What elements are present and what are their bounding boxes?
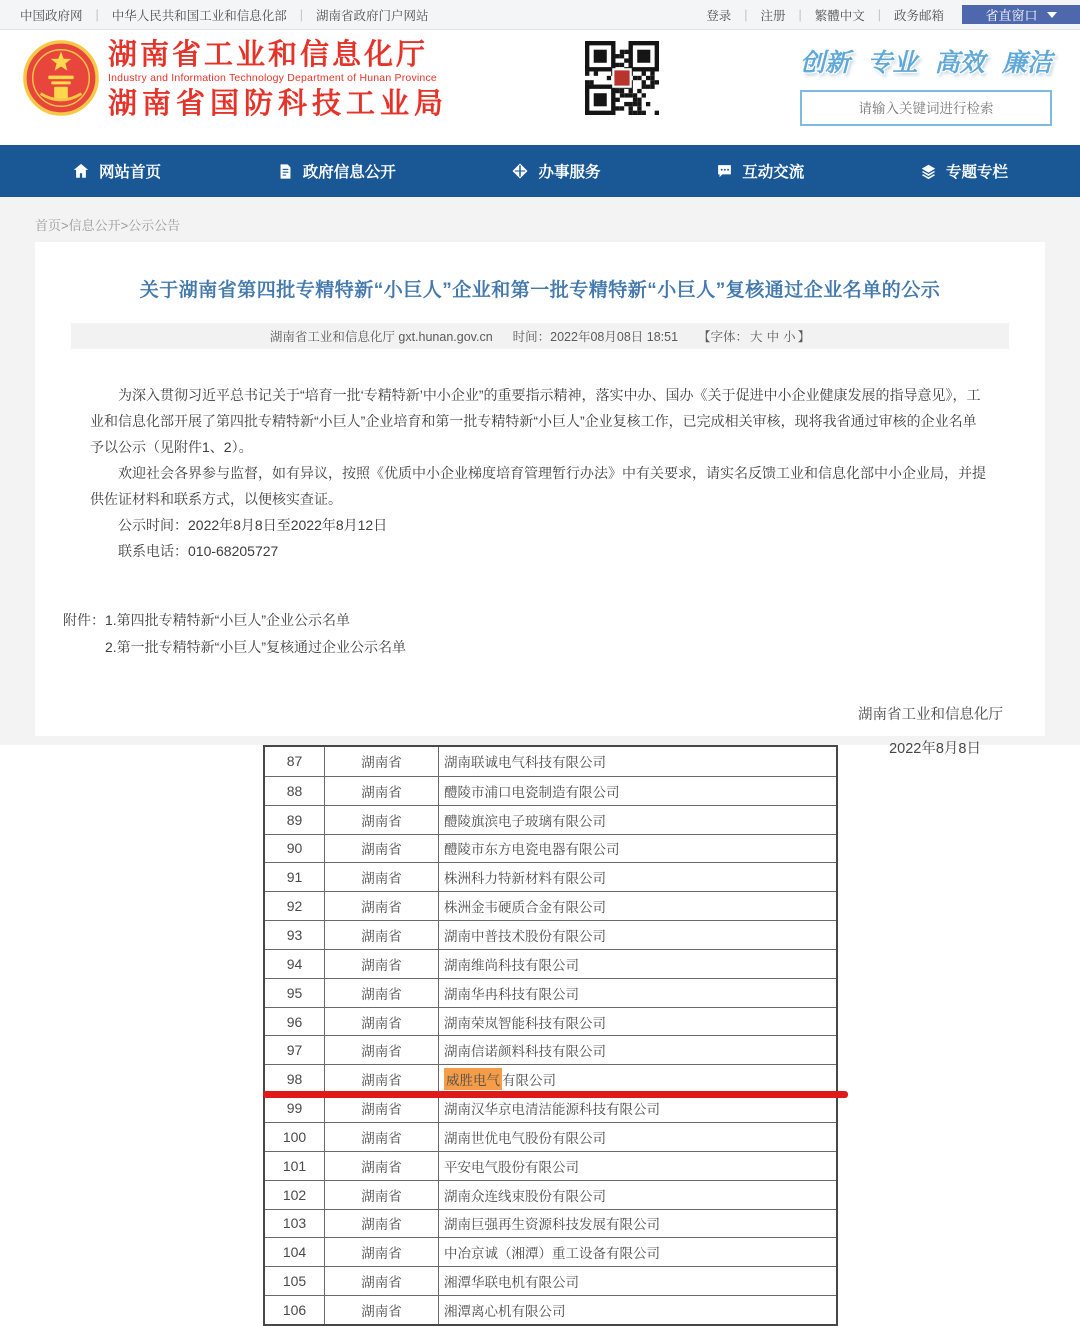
separator: |	[877, 7, 881, 22]
org-name-secondary: 湖南省国防科技工业局	[108, 88, 449, 120]
rank-cell: 87	[265, 747, 325, 776]
rank-cell: 105	[265, 1267, 325, 1295]
table-row	[265, 920, 836, 949]
province-window-dropdown[interactable]	[962, 5, 1080, 24]
rank-cell: 101	[265, 1152, 325, 1180]
header-right-block	[800, 43, 1052, 126]
province-cell: 湖南省	[325, 979, 439, 1007]
nav-item-interaction[interactable]	[716, 160, 804, 182]
org-name-english: Industry and Information Technology Department of Hunan Province	[108, 72, 437, 84]
company-cell: 醴陵旗滨电子玻璃有限公司	[444, 813, 606, 829]
province-cell: 湖南省	[325, 892, 439, 920]
table-row	[265, 776, 836, 805]
article-body	[35, 349, 1045, 564]
company-cell: 湖南信诺颜料科技有限公司	[444, 1044, 606, 1060]
traditional-chinese-link[interactable]: 繁體中文	[814, 8, 865, 23]
article-card	[35, 242, 1045, 757]
site-search-box	[800, 90, 1052, 126]
article-title: 关于湖南省第四批专精特新“小巨人”企业和第一批专精特新“小巨人”复核通过企业名单的公示	[139, 280, 941, 301]
table-row	[265, 1064, 836, 1093]
font-size-controls	[698, 327, 810, 345]
slogan-innovation: 创新	[800, 49, 851, 77]
font-size-large[interactable]: 大	[750, 330, 763, 344]
rank-cell: 91	[265, 863, 325, 891]
table-row	[265, 891, 836, 920]
nav-label: 互动交流	[742, 164, 805, 181]
province-cell: 湖南省	[325, 1238, 439, 1266]
separator: |	[299, 7, 304, 22]
breadcrumb[interactable]: 首页>信息公开>公示公告	[35, 218, 181, 233]
rank-cell: 106	[265, 1296, 325, 1324]
table-row	[265, 834, 836, 863]
company-cell: 湖南巨强再生资源科技发展有限公司	[444, 1217, 660, 1233]
company-cell: 湖南世优电气股份有限公司	[444, 1130, 606, 1146]
rank-cell: 99	[265, 1094, 325, 1122]
province-cell: 湖南省	[325, 1181, 439, 1209]
nav-item-special-topics[interactable]	[920, 160, 1008, 182]
attachment-table-section	[0, 745, 1080, 1325]
article-source: 湖南省工业和信息化厅 gxt.hunan.gov.cn	[269, 330, 493, 344]
search-input[interactable]	[802, 92, 1050, 124]
table-row	[265, 1035, 836, 1064]
attachments-label: 附件：	[63, 612, 105, 628]
nav-item-gov-info[interactable]	[277, 160, 396, 182]
company-cell: 湖南联诚电气科技有限公司	[444, 755, 606, 771]
table-row	[265, 747, 836, 776]
table-row	[265, 805, 836, 834]
article-meta-bar	[71, 323, 1009, 349]
province-cell: 湖南省	[325, 747, 439, 776]
rank-cell: 102	[265, 1181, 325, 1209]
province-cell: 湖南省	[325, 1094, 439, 1122]
nav-label: 专题专栏	[945, 164, 1008, 181]
rank-cell: 104	[265, 1238, 325, 1266]
province-cell: 湖南省	[325, 1267, 439, 1295]
company-cell: 湘潭离心机有限公司	[444, 1303, 566, 1319]
qr-code-icon	[585, 41, 659, 115]
province-cell: 湖南省	[325, 1036, 439, 1064]
table-row	[265, 978, 836, 1007]
province-cell: 湖南省	[325, 863, 439, 891]
company-cell: 中冶京诚（湘潭）重工设备有限公司	[444, 1246, 660, 1262]
home-icon	[72, 162, 90, 180]
register-link[interactable]: 注册	[760, 8, 786, 23]
topbar-right-links	[706, 0, 1080, 29]
company-cell: 湖南众连线束股份有限公司	[444, 1188, 606, 1204]
slogan-banner	[800, 43, 1052, 79]
company-cell: 湖南维尚科技有限公司	[444, 957, 579, 973]
rank-cell: 89	[265, 806, 325, 834]
highlighted-company-name: 威胜电气	[444, 1068, 502, 1090]
red-underline-annotation	[263, 1091, 848, 1098]
paragraph: 为深入贯彻习近平总书记关于“培育一批‘专精特新’中小企业”的重要指示精神，落实中办、国办《关于促进中小企业健康发展的指导意见》，工业和信息化部开展了第四批专精特新“小巨人”企业培育和第一批专精特新“小巨人”企业复核工作，已完成相关审核，现将我省通过审核的企业名单予以公示（见附件1、2）。	[90, 387, 981, 455]
rank-cell: 100	[265, 1123, 325, 1151]
nav-label: 政府信息公开	[302, 164, 396, 181]
table-row	[265, 1122, 836, 1151]
company-cell: 株洲科力特新材料有限公司	[444, 871, 606, 887]
link-china-gov[interactable]: 中国政府网	[20, 8, 83, 23]
service-icon	[511, 162, 529, 180]
link-miit[interactable]: 中华人民共和国工业和信息化部	[111, 8, 287, 23]
company-cell: 湖南荣岚智能科技有限公司	[444, 1015, 606, 1031]
font-size-small[interactable]: 小	[783, 330, 796, 344]
table-row	[265, 1295, 836, 1324]
table-row	[265, 1151, 836, 1180]
province-cell: 湖南省	[325, 1210, 439, 1238]
rank-cell: 96	[265, 1008, 325, 1036]
company-cell: 湖南中普技术股份有限公司	[444, 928, 606, 944]
attachment-link-1[interactable]: 1.第四批专精特新“小巨人”企业公示名单	[105, 612, 350, 628]
font-size-label: 【字体：	[698, 330, 749, 344]
slogan-clean: 廉洁	[1001, 49, 1052, 77]
link-hunan-gov-portal[interactable]: 湖南省政府门户网站	[316, 8, 429, 23]
nav-label: 办事服务	[538, 164, 601, 181]
attachments-block	[35, 607, 1045, 661]
chat-icon	[716, 163, 733, 180]
company-cell: 醴陵市浦口电瓷制造有限公司	[444, 784, 620, 800]
document-icon	[277, 163, 294, 180]
company-cell: 威胜电气 有限公司	[439, 1065, 836, 1093]
nav-item-home[interactable]	[72, 160, 161, 182]
province-cell: 湖南省	[325, 921, 439, 949]
rank-cell: 103	[265, 1210, 325, 1238]
table-row	[265, 1209, 836, 1238]
province-cell: 湖南省	[325, 950, 439, 978]
province-cell: 湖南省	[325, 1008, 439, 1036]
company-cell: 湖南汉华京电清洁能源科技有限公司	[444, 1102, 660, 1118]
company-table	[263, 745, 838, 1326]
signature-org: 湖南省工业和信息化厅	[858, 707, 1003, 723]
province-cell: 湖南省	[325, 835, 439, 863]
rank-cell: 90	[265, 835, 325, 863]
rank-cell: 94	[265, 950, 325, 978]
national-emblem-logo	[22, 39, 100, 122]
rank-cell: 88	[265, 777, 325, 805]
province-cell: 湖南省	[325, 806, 439, 834]
attachment-link-2[interactable]: 2.第一批专精特新“小巨人”复核通过企业公示名单	[105, 639, 406, 655]
separator: |	[95, 7, 99, 22]
org-title-block	[108, 39, 448, 121]
province-cell: 湖南省	[325, 1152, 439, 1180]
login-link[interactable]: 登录	[706, 8, 732, 23]
company-cell: 株洲金韦硬质合金有限公司	[444, 900, 606, 916]
chevron-down-icon	[1047, 12, 1057, 18]
slogan-efficient: 高效	[934, 49, 985, 77]
slogan-professional: 专业	[867, 49, 918, 77]
rank-cell: 95	[265, 979, 325, 1007]
company-cell: 湖南华冉科技有限公司	[444, 986, 579, 1002]
gov-mail-link[interactable]: 政务邮箱	[893, 8, 944, 23]
main-nav	[0, 145, 1080, 197]
font-size-medium[interactable]: 中	[766, 330, 780, 344]
province-cell: 湖南省	[325, 777, 439, 805]
province-window-label: 省直窗口	[985, 8, 1038, 23]
company-cell: 平安电气股份有限公司	[444, 1159, 579, 1175]
table-row	[265, 1237, 836, 1266]
font-size-label-close: 】	[797, 330, 811, 344]
rank-cell: 92	[265, 892, 325, 920]
layers-icon	[920, 163, 937, 180]
province-cell: 湖南省	[325, 1296, 439, 1324]
paragraph: 欢迎社会各界参与监督，如有异议，按照《优质中小企业梯度培育管理暂行办法》中有关要求，请实名反馈工业和信息化部中小企业局，并提供佐证材料和联系方式，以便核实查证。	[90, 465, 986, 507]
separator: |	[798, 7, 802, 22]
rank-cell: 93	[265, 921, 325, 949]
province-cell: 湖南省	[325, 1123, 439, 1151]
publicity-period: 公示时间：2022年8月8日至2022年8月12日	[118, 517, 388, 533]
site-header	[0, 30, 1080, 145]
nav-label: 网站首页	[99, 164, 162, 181]
content-area	[0, 197, 1080, 757]
rank-cell: 98	[265, 1065, 325, 1093]
table-row	[265, 1007, 836, 1036]
company-cell: 醴陵市东方电瓷电器有限公司	[444, 842, 620, 858]
table-row	[265, 862, 836, 891]
topbar-left-links	[0, 0, 429, 29]
signature-date: 2022年8月8日	[889, 741, 981, 757]
table-row	[265, 1180, 836, 1209]
contact-phone: 联系电话：010-68205727	[118, 543, 279, 559]
article-time: 时间：2022年08月08日 18:51	[512, 330, 679, 344]
company-cell: 湘潭华联电机有限公司	[444, 1275, 579, 1291]
table-row	[265, 1266, 836, 1295]
nav-item-services[interactable]	[511, 160, 600, 182]
separator: |	[744, 7, 748, 22]
table-row	[265, 949, 836, 978]
top-utility-bar	[0, 0, 1080, 30]
rank-cell: 97	[265, 1036, 325, 1064]
province-cell: 湖南省	[325, 1065, 439, 1093]
org-name: 湖南省工业和信息化厅	[108, 39, 429, 71]
